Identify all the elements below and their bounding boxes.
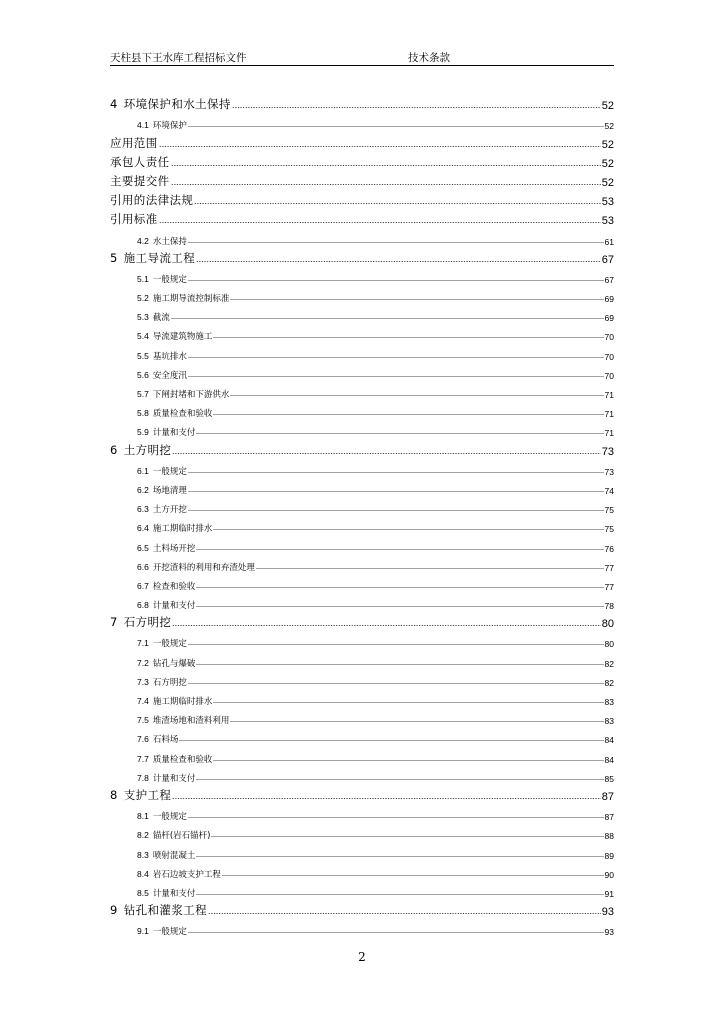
toc-entry-title: 支护工程 (123, 787, 172, 802)
toc-entry-section[interactable] (110, 381, 614, 400)
toc-entry-section[interactable] (110, 803, 614, 822)
toc-entry-title: 导流建筑物施工 (152, 332, 213, 343)
toc-entry-page: 87 (601, 790, 614, 803)
toc-entry-label (110, 154, 170, 170)
toc-entry-section[interactable] (110, 285, 614, 304)
toc-entry-page: 80 (601, 618, 614, 631)
toc-entry-section[interactable] (110, 630, 614, 649)
toc-entry-title: 一般规定 (152, 274, 187, 285)
toc-entry-page: 71 (604, 409, 614, 420)
dot-leader (188, 374, 604, 378)
toc-entry-title: 堆渣场地和渣料利用 (152, 716, 230, 727)
toc-entry-chapter[interactable] (110, 899, 614, 918)
toc-entry-page: 87 (604, 812, 614, 823)
toc-entry-label (110, 442, 171, 458)
toc-entry-number: 5.2 (137, 293, 149, 304)
toc-entry-number: 5.3 (137, 312, 149, 323)
toc-entry-number: 7.2 (137, 657, 149, 668)
toc-entry-page: 82 (604, 658, 614, 669)
toc-entry-title: 开挖渣料的利用和弃渣处理 (152, 562, 255, 573)
toc-entry-title: 检查和验收 (152, 581, 196, 592)
page-header (110, 49, 614, 66)
toc-entry-page: 52 (604, 121, 614, 132)
toc-entry-label (110, 135, 158, 151)
toc-entry-number: 4.2 (137, 235, 149, 246)
toc-entry-page: 70 (604, 332, 614, 343)
toc-entry-section[interactable] (110, 649, 614, 668)
toc-entry-title: 锚杆(岩石锚杆) (152, 831, 211, 842)
toc-entry-label (137, 714, 229, 726)
toc-entry-chapter[interactable] (110, 247, 614, 266)
toc-entry-page: 52 (601, 157, 614, 170)
toc-entry-number: 7.3 (137, 676, 149, 687)
toc-entry-section[interactable] (110, 266, 614, 285)
toc-entry-section[interactable] (110, 477, 614, 496)
toc-entry-section[interactable] (110, 707, 614, 726)
toc-entry-title: 石方明挖 (123, 615, 172, 630)
dot-leader (196, 259, 601, 263)
toc-entry-page: 80 (604, 639, 614, 650)
dot-leader (196, 662, 603, 666)
toc-entry-page: 76 (604, 543, 614, 554)
toc-entry-chapter[interactable] (110, 151, 614, 170)
toc-entry-title: 水土保持 (152, 236, 187, 247)
toc-entry-number: 7.6 (137, 734, 149, 745)
dot-leader (188, 355, 604, 359)
toc-entry-number: 7.8 (137, 772, 149, 783)
toc-entry-number: 6.6 (137, 561, 149, 572)
dot-leader (188, 815, 604, 819)
dot-leader (194, 201, 600, 205)
toc-entry-section[interactable] (110, 342, 614, 361)
toc-entry-number: 4 (110, 97, 118, 112)
dot-leader (196, 547, 603, 551)
toc-entry-title: 基坑排水 (152, 351, 187, 362)
dot-leader (208, 911, 601, 915)
dot-leader (188, 508, 604, 512)
toc-entry-section[interactable] (110, 554, 614, 573)
toc-entry-label (137, 369, 187, 381)
toc-entry-number: 5 (110, 250, 118, 265)
dot-leader (172, 623, 600, 627)
toc-entry-page: 67 (604, 274, 614, 285)
dot-leader (172, 451, 600, 455)
dot-leader (196, 777, 603, 781)
dot-leader (188, 930, 604, 934)
dot-leader (188, 124, 604, 128)
toc-entry-page: 85 (604, 773, 614, 784)
toc-entry-page: 84 (604, 754, 614, 765)
toc-entry-number: 9 (110, 903, 118, 918)
toc-entry-section[interactable] (110, 765, 614, 784)
toc-entry-title: 施工期临时排水 (152, 524, 213, 535)
toc-entry-label (137, 829, 210, 841)
dot-leader (188, 489, 604, 493)
toc-entry-number: 8.3 (137, 849, 149, 860)
toc-entry-label (137, 542, 195, 554)
toc-entry-number: 8.2 (137, 830, 149, 841)
toc-entry-number: 5.4 (137, 331, 149, 342)
toc-entry-label (137, 925, 187, 937)
toc-entry-title: 一般规定 (152, 466, 187, 477)
dot-leader (171, 316, 604, 320)
toc-entry-title: 施工期导流控制标准 (152, 294, 230, 305)
dot-leader (172, 796, 600, 800)
toc-entry-title: 计量和支付 (152, 888, 196, 899)
toc-entry-section[interactable] (110, 419, 614, 438)
toc-entry-page: 83 (604, 716, 614, 727)
toc-entry-section[interactable] (110, 323, 614, 342)
toc-entry-chapter[interactable] (110, 93, 614, 112)
toc-entry-label (137, 235, 187, 247)
toc-entry-label (137, 733, 178, 745)
table-of-contents (110, 93, 614, 937)
toc-entry-label (110, 614, 171, 630)
toc-entry-title: 石方明挖 (152, 677, 187, 688)
dot-leader (256, 566, 604, 570)
toc-entry-chapter[interactable] (110, 170, 614, 189)
toc-entry-page: 78 (604, 601, 614, 612)
toc-entry-number: 5.1 (137, 273, 149, 284)
toc-entry-page: 84 (604, 735, 614, 746)
toc-entry-section[interactable] (110, 918, 614, 937)
toc-entry-label (137, 849, 195, 861)
toc-entry-number: 6.5 (137, 542, 149, 553)
toc-entry-chapter[interactable] (110, 208, 614, 227)
toc-entry-label (137, 388, 229, 400)
dot-leader (188, 240, 604, 244)
toc-entry-title: 场地清理 (152, 485, 187, 496)
toc-entry-number: 6 (110, 442, 118, 457)
toc-entry-label (137, 503, 187, 515)
toc-entry-page: 69 (604, 294, 614, 305)
toc-entry-section[interactable] (110, 880, 614, 899)
toc-entry-title: 截流 (152, 313, 170, 324)
toc-entry-title: 计量和支付 (152, 773, 196, 784)
toc-entry-label (137, 599, 195, 611)
toc-entry-title: 一般规定 (152, 812, 187, 823)
toc-entry-title: 土料场开挖 (152, 543, 196, 554)
toc-entry-number: 6.3 (137, 504, 149, 515)
toc-entry-number: 5.7 (137, 389, 149, 399)
toc-entry-section[interactable] (110, 726, 614, 745)
toc-entry-label (110, 787, 171, 803)
toc-entry-page: 77 (604, 562, 614, 573)
toc-entry-section[interactable] (110, 400, 614, 419)
toc-entry-section[interactable] (110, 304, 614, 323)
toc-entry-label (110, 250, 195, 266)
toc-entry-label (137, 561, 255, 573)
toc-entry-number: 4.1 (137, 120, 149, 131)
toc-entry-section[interactable] (110, 534, 614, 553)
dot-leader (213, 412, 603, 416)
toc-entry-label (137, 676, 187, 688)
toc-entry-page: 77 (604, 581, 614, 592)
dot-leader (171, 182, 601, 186)
dot-leader (188, 278, 604, 282)
toc-entry-number: 5.8 (137, 408, 149, 419)
toc-entry-label (137, 273, 187, 285)
toc-entry-page: 73 (604, 466, 614, 477)
toc-entry-page: 52 (601, 176, 614, 189)
toc-entry-label (137, 465, 187, 477)
toc-entry-section[interactable] (110, 496, 614, 515)
toc-entry-section[interactable] (110, 227, 614, 246)
toc-entry-label (137, 426, 195, 438)
dot-leader (171, 163, 601, 167)
toc-entry-label (110, 902, 207, 918)
toc-entry-page: 71 (604, 428, 614, 439)
toc-entry-label (137, 311, 170, 323)
toc-entry-title: 质量检查和验收 (152, 754, 213, 765)
toc-entry-number: 6.8 (137, 600, 149, 611)
dot-leader (159, 144, 601, 148)
toc-entry-chapter[interactable] (110, 611, 614, 630)
toc-entry-title: 承包人责任 (110, 154, 170, 169)
toc-entry-label (137, 695, 212, 707)
toc-entry-number: 9.1 (137, 926, 149, 937)
toc-entry-number: 6.7 (137, 580, 149, 591)
toc-entry-number: 5.9 (137, 427, 149, 438)
toc-entry-section[interactable] (110, 112, 614, 131)
toc-entry-title: 石料场 (152, 735, 179, 746)
toc-entry-number: 7.7 (137, 753, 149, 764)
toc-entry-page: 93 (604, 927, 614, 938)
dot-leader (230, 393, 603, 397)
toc-entry-title: 钻孔和灌浆工程 (123, 903, 208, 918)
dot-leader (188, 642, 604, 646)
toc-entry-title: 主要提交件 (110, 173, 170, 188)
toc-entry-label (137, 292, 229, 304)
toc-entry-number: 7 (110, 615, 118, 630)
toc-entry-section[interactable] (110, 822, 614, 841)
toc-entry-page: 74 (604, 485, 614, 496)
toc-entry-page: 61 (604, 236, 614, 247)
toc-entry-title: 计量和支付 (152, 428, 196, 439)
toc-entry-number: 7.1 (137, 638, 149, 649)
dot-leader (179, 738, 603, 742)
toc-entry-title: 应用范围 (110, 135, 158, 150)
dot-leader (188, 681, 604, 685)
toc-entry-title: 一般规定 (152, 927, 187, 938)
dot-leader (213, 527, 603, 531)
page-number: 2 (358, 950, 366, 964)
toc-entry-number: 6.1 (137, 465, 149, 476)
toc-entry-page: 90 (604, 869, 614, 880)
toc-entry-number: 7.4 (137, 696, 149, 706)
dot-leader (196, 585, 603, 589)
toc-entry-title: 环境保护和水土保持 (123, 97, 231, 112)
toc-entry-number: 8.4 (137, 868, 149, 879)
toc-entry-section[interactable] (110, 362, 614, 381)
toc-entry-page: 91 (604, 888, 614, 899)
toc-entry-label (110, 96, 231, 112)
dot-leader (232, 105, 601, 109)
toc-entry-label (110, 173, 170, 189)
toc-entry-title: 计量和支付 (152, 601, 196, 612)
toc-entry-number: 7.5 (137, 715, 149, 726)
toc-entry-page: 83 (604, 697, 614, 707)
toc-entry-label (137, 580, 195, 592)
toc-entry-page: 70 (604, 351, 614, 362)
toc-entry-title: 钻孔与爆破 (152, 658, 196, 669)
dot-leader (159, 220, 601, 224)
toc-entry-label (137, 753, 212, 765)
toc-entry-label (137, 887, 195, 899)
toc-entry-label (137, 350, 187, 362)
toc-entry-title: 土方开挖 (152, 505, 187, 516)
toc-entry-title: 施工导流工程 (123, 250, 196, 265)
toc-entry-label (137, 330, 212, 342)
toc-entry-page: 52 (601, 100, 614, 113)
toc-entry-label (110, 192, 193, 208)
toc-entry-page: 69 (604, 313, 614, 324)
toc-entry-page: 75 (604, 505, 614, 516)
toc-entry-page: 67 (601, 253, 614, 266)
toc-entry-section[interactable] (110, 688, 614, 707)
header-document-title: 天柱县下王水库工程招标文件 (110, 52, 247, 64)
toc-entry-page: 93 (601, 906, 614, 919)
toc-entry-label (137, 119, 187, 131)
toc-entry-number: 6.4 (137, 523, 149, 534)
toc-entry-title: 岩石边坡支护工程 (152, 869, 221, 880)
toc-entry-title: 下闸封堵和下游供水 (152, 390, 230, 400)
toc-entry-chapter[interactable] (110, 131, 614, 150)
toc-entry-section[interactable] (110, 669, 614, 688)
toc-entry-title: 土方明挖 (123, 442, 172, 457)
toc-entry-label (137, 484, 187, 496)
dot-leader (196, 431, 603, 435)
dot-leader (213, 700, 603, 704)
toc-entry-number: 5.6 (137, 369, 149, 380)
toc-entry-page: 70 (604, 370, 614, 381)
toc-entry-page: 53 (601, 215, 614, 228)
toc-entry-number: 6.2 (137, 484, 149, 495)
toc-entry-title: 施工期临时排水 (152, 697, 213, 707)
dot-leader (230, 297, 603, 301)
toc-entry-label (110, 211, 158, 227)
toc-entry-title: 一般规定 (152, 639, 187, 650)
toc-entry-label (137, 657, 195, 669)
dot-leader (196, 604, 603, 608)
toc-entry-label (137, 637, 187, 649)
header-section-title: 技术条款 (408, 52, 450, 64)
toc-entry-chapter[interactable] (110, 189, 614, 208)
dot-leader (211, 834, 603, 838)
toc-entry-label (137, 772, 195, 784)
toc-entry-title: 喷射混凝土 (152, 850, 196, 861)
toc-entry-chapter[interactable] (110, 784, 614, 803)
toc-entry-section[interactable] (110, 592, 614, 611)
toc-entry-label (137, 522, 212, 534)
toc-entry-title: 质量检查和验收 (152, 409, 213, 420)
toc-entry-page: 73 (601, 445, 614, 458)
toc-entry-label (137, 868, 221, 880)
dot-leader (213, 335, 603, 339)
dot-leader (188, 470, 604, 474)
toc-entry-section[interactable] (110, 515, 614, 534)
toc-entry-section[interactable] (110, 745, 614, 764)
toc-entry-label (137, 407, 212, 419)
dot-leader (213, 758, 603, 762)
toc-entry-title: 引用的法律法规 (110, 193, 194, 208)
toc-entry-number: 5.5 (137, 350, 149, 361)
toc-entry-section[interactable] (110, 458, 614, 477)
toc-entry-page: 88 (604, 831, 614, 842)
toc-entry-title: 环境保护 (152, 121, 187, 132)
toc-entry-number: 8.5 (137, 887, 149, 898)
dot-leader (196, 854, 603, 858)
toc-entry-page: 53 (601, 196, 614, 209)
toc-entry-page: 75 (604, 524, 614, 535)
dot-leader (222, 873, 604, 877)
toc-entry-title: 引用标准 (110, 212, 158, 227)
toc-entry-page: 52 (601, 138, 614, 151)
toc-entry-title: 安全度汛 (152, 370, 187, 381)
toc-entry-section[interactable] (110, 841, 614, 860)
dot-leader (196, 892, 603, 896)
toc-entry-number: 8 (110, 787, 118, 802)
toc-entry-page: 89 (604, 850, 614, 861)
toc-entry-chapter[interactable] (110, 438, 614, 457)
toc-entry-label (137, 810, 187, 822)
toc-entry-section[interactable] (110, 861, 614, 880)
toc-entry-number: 8.1 (137, 811, 149, 822)
toc-entry-page: 71 (604, 390, 614, 400)
dot-leader (230, 719, 603, 723)
toc-entry-page: 82 (604, 677, 614, 688)
toc-entry-section[interactable] (110, 573, 614, 592)
